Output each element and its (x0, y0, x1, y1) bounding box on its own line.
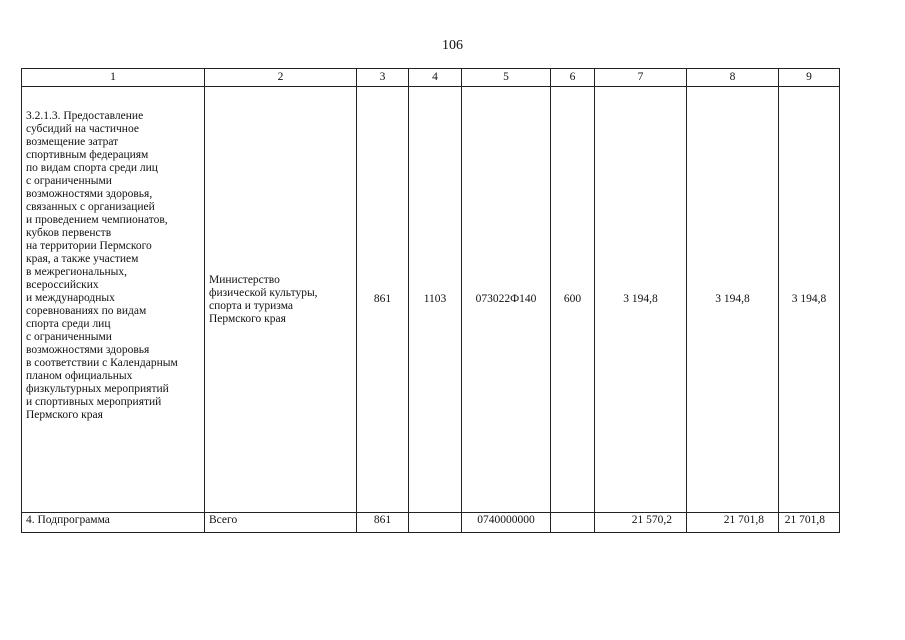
row-col-5: 073022Ф140 (462, 87, 551, 513)
column-header-5: 5 (462, 69, 551, 87)
row-organization: Всего (205, 513, 357, 533)
page-number: 106 (442, 38, 463, 53)
row-col-8: 21 701,8 (687, 513, 779, 533)
row-col-6: 600 (551, 87, 595, 513)
row-col-4: 1103 (409, 87, 462, 513)
row-col-3: 861 (357, 513, 409, 533)
column-header-9: 9 (779, 69, 840, 87)
row-col-7: 3 194,8 (595, 87, 687, 513)
column-header-6: 6 (551, 69, 595, 87)
row-organization: Министерство физической культуры, спорта и туризма Пермского края (205, 87, 357, 513)
table-row (22, 87, 840, 513)
table-row (22, 513, 840, 533)
row-col-7: 21 570,2 (595, 513, 687, 533)
row-col-6 (551, 513, 595, 533)
budget-table (21, 68, 840, 533)
row-col-4 (409, 513, 462, 533)
row-col-5: 0740000000 (462, 513, 551, 533)
column-number-row (22, 69, 840, 87)
row-description: 4. Подпрограмма (22, 513, 205, 533)
column-header-1: 1 (22, 69, 205, 87)
row-col-3: 861 (357, 87, 409, 513)
row-description: 3.2.1.3. Предоставление субсидий на частичное возмещение затрат спортивным федерациям по видам спорта среди лиц с ограниченными возможностями здоровья, связанных с организацией и проведением чемпионатов, кубков первенств на территории Пермского края, а также участием в межрегиональных, всероссийских и международных соревнованиях по видам спорта среди лиц с ограниченными возможностями здоровья в соответствии с Календарным планом официальных физкультурных мероприятий и спортивных мероприятий Пермского края (22, 87, 205, 513)
column-header-7: 7 (595, 69, 687, 87)
column-header-8: 8 (687, 69, 779, 87)
column-header-4: 4 (409, 69, 462, 87)
column-header-3: 3 (357, 69, 409, 87)
column-header-2: 2 (205, 69, 357, 87)
row-col-9: 3 194,8 (779, 87, 840, 513)
row-col-8: 3 194,8 (687, 87, 779, 513)
row-col-9: 21 701,8 (779, 513, 840, 533)
